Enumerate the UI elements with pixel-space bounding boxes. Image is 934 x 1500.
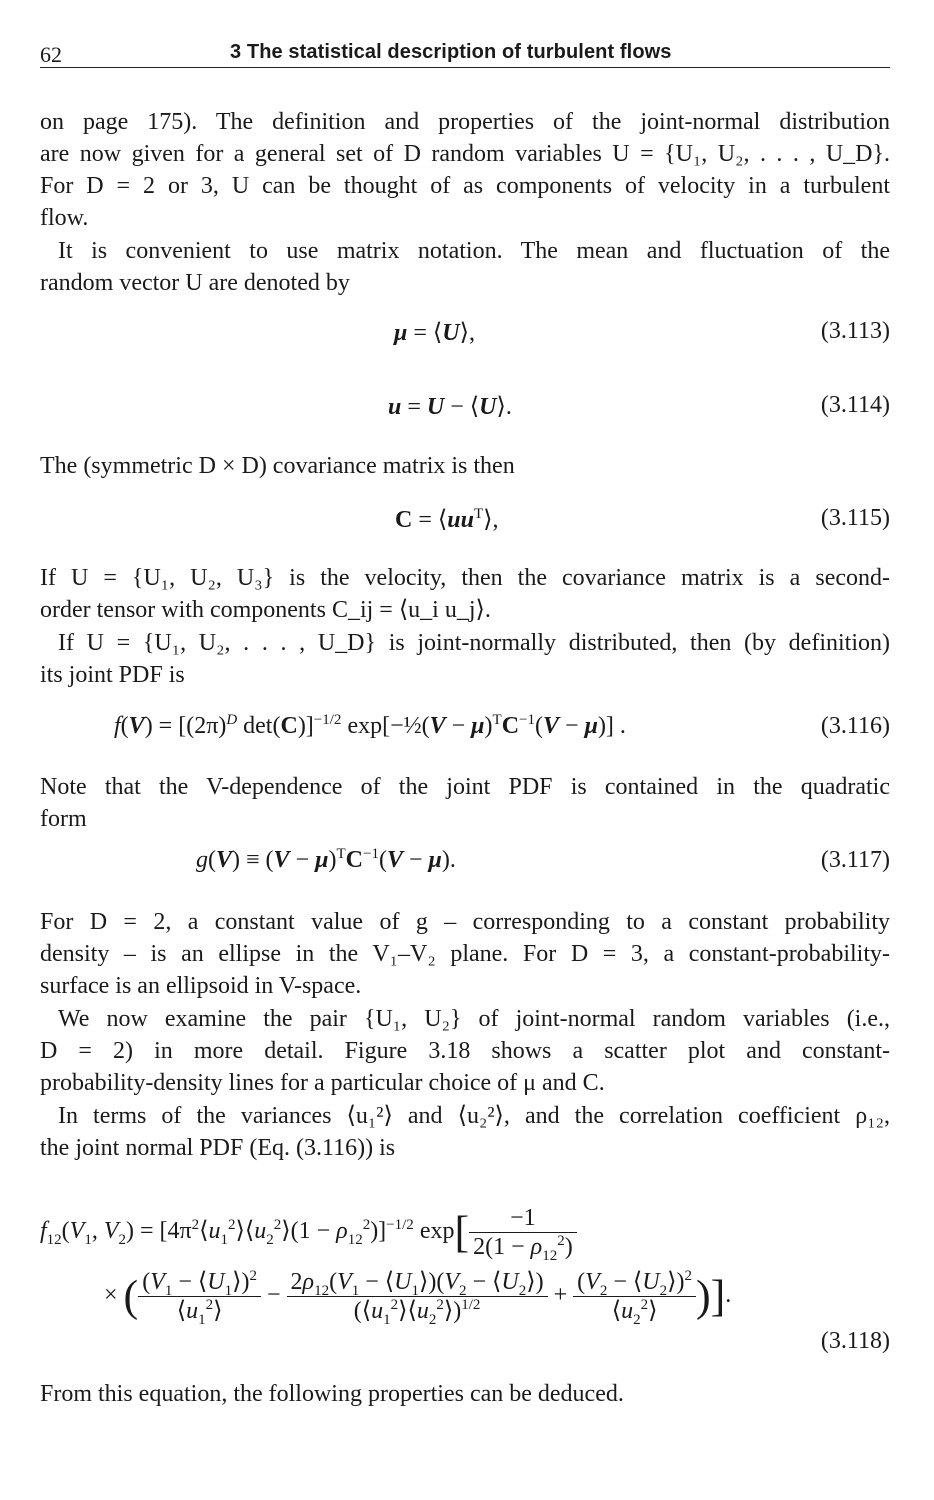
equation-3-118-number-row	[40, 1328, 890, 1362]
p9-line-2: the joint normal PDF (Eq. (3.116)) is	[40, 1135, 396, 1161]
equation-3-118-line-2	[40, 1268, 890, 1332]
p10-line-1: From this equation, the following properties can be deduced.	[40, 1381, 624, 1407]
p8-line-2: D = 2) in more detail. Figure 3.18 shows a scatter plot and constant-	[40, 1038, 890, 1064]
paragraph-5	[40, 627, 890, 691]
p6-line-2: form	[40, 806, 87, 832]
paragraph-7	[40, 906, 890, 1002]
eq-114-number: (3.114)	[820, 392, 890, 418]
eq-117-body: $g(V) \equiv (V - \mu)^TC^{-1}(V - \mu)$.	[196, 846, 456, 873]
p1-line-1: on page 175). The definition and properties of the joint-normal distribution	[40, 109, 890, 135]
equation-3-115	[40, 505, 890, 539]
paragraph-3	[40, 450, 890, 482]
p7-line-1: For D = 2, a constant value of g – corresponding to a constant probability	[40, 909, 890, 935]
p3-line-1: The (symmetric D × D) covariance matrix is then	[40, 453, 515, 479]
p4-line-2: order tensor with components C_ij = ⟨u_i u_j⟩.	[40, 597, 491, 623]
page-header	[40, 36, 890, 70]
p4-line-1: If U = {U₁, U₂, U₃} is the velocity, then the covariance matrix is a second-	[40, 565, 890, 591]
paragraph-1	[40, 106, 890, 234]
p5-line-1: If U = {U₁, U₂, . . . , U_D} is joint-normally distributed, then (by definition)	[58, 630, 890, 656]
p8-line-3: probability-density lines for a particular choice of μ and C.	[40, 1070, 605, 1096]
running-title: 3 The statistical description of turbulent flows	[230, 41, 672, 63]
equation-3-113	[40, 318, 890, 352]
p7-line-3: surface is an ellipsoid in V-space.	[40, 973, 362, 999]
eq-117-number: (3.117)	[820, 847, 890, 873]
paragraph-6	[40, 771, 890, 835]
eq-116-number: (3.116)	[820, 713, 890, 739]
page-number: 62	[40, 42, 62, 67]
eq-118-body-2: × ( $\frac{(V_1 - ⟨U_1⟩)^2}{⟨u_1^2⟩}$ − $\frac{2\rho_{12}(V_1 - ⟨U_1⟩)(V_2 - ⟨U_2⟩)}{(⟨u_1^2⟩⟨u_2^2⟩)^{1/2}}$ + $\frac{(V_2 - ⟨U_2⟩)^2}{⟨u_2^2⟩}$ )].	[104, 1268, 732, 1328]
p6-line-1: Note that the V-dependence of the joint PDF is contained in the quadratic	[40, 774, 890, 800]
p9-line-1: In terms of the variances ⟨u₁²⟩ and ⟨u₂²⟩, and the correlation coefficient ρ₁₂,	[58, 1103, 890, 1129]
p2-line-2: random vector U are denoted by	[40, 270, 350, 296]
eq-113-body: μ = ⟨U⟩,	[394, 320, 475, 346]
p1-line-2: are now given for a general set of D random variables U = {U₁, U₂, . . . , U_D}.	[40, 141, 890, 167]
paragraph-2	[40, 235, 890, 299]
p1-line-3: For D = 2 or 3, U can be thought of as components of velocity in a turbulent	[40, 173, 890, 199]
eq-114-body: u = U − ⟨U⟩.	[388, 394, 512, 420]
equation-3-118-line-1	[40, 1196, 890, 1264]
p7-line-2: density – is an ellipse in the V₁–V₂ plane. For D = 3, a constant-probability-	[40, 941, 890, 967]
eq-115-number: (3.115)	[820, 505, 890, 531]
paragraph-9	[40, 1100, 890, 1164]
paragraph-8	[40, 1003, 890, 1099]
p2-line-1: It is convenient to use matrix notation. The mean and fluctuation of the	[58, 238, 890, 264]
eq-118-body-1: $f_{12}(V_1$, $V_2$) = $[4\pi^2⟨u_1^2⟩⟨u_2^2⟩(1 - \rho_{12}^2)]^{-1/2}$ exp[ $\frac{-1}{2(1 - \rho_{12}^2)}$	[40, 1204, 577, 1261]
p8-line-1: We now examine the pair {U₁, U₂} of joint-normal random variables (i.e.,	[58, 1006, 890, 1032]
eq-118-number: (3.118)	[820, 1328, 890, 1354]
equation-3-114	[40, 392, 890, 426]
eq-116-body: $f(V) = [(2\pi)^D$ det(C)]$^{-1/2}$ exp[−½(V − $\mu)^TC^{-1}(V - \mu)$] .	[114, 712, 626, 739]
paragraph-4	[40, 562, 890, 626]
p5-line-2: its joint PDF is	[40, 662, 185, 688]
equation-3-117	[40, 847, 890, 881]
eq-113-number: (3.113)	[820, 318, 890, 344]
equation-3-116	[40, 713, 890, 747]
eq-118-exp-fraction: $\frac{-1}{2(1 - \rho_{12}^2)}$	[469, 1204, 577, 1261]
p1-line-4: flow.	[40, 205, 89, 231]
eq-115-body: $C = ⟨uu^T⟩$,	[395, 506, 499, 533]
header-rule	[40, 67, 890, 68]
paragraph-10	[40, 1378, 890, 1410]
